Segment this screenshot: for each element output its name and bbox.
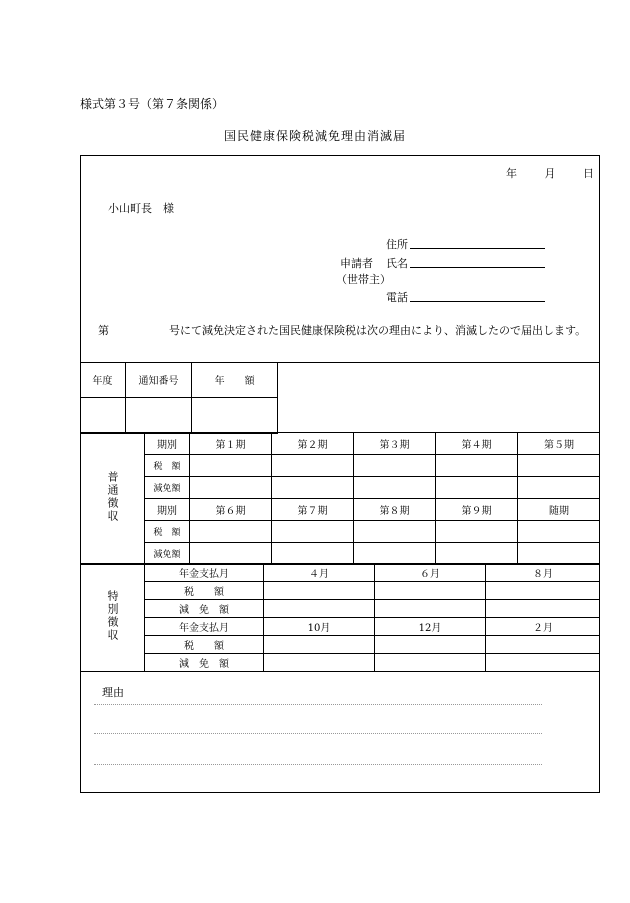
- notice-number-header: 通知番号: [125, 362, 192, 398]
- tax-cell[interactable]: [190, 521, 272, 543]
- form-title: 国民健康保険税減免理由消滅届: [223, 129, 406, 143]
- body-prefix: 第: [98, 324, 109, 337]
- period-label: 第７期: [272, 499, 354, 521]
- reduction-cell[interactable]: [486, 600, 601, 618]
- tax-amount-label: 税 額: [145, 455, 190, 477]
- ordinary-section-label: 普通徴収: [80, 433, 145, 565]
- tax-cell[interactable]: [354, 521, 436, 543]
- tax-cell[interactable]: [354, 455, 436, 477]
- tax-amount-label: 税 額: [145, 636, 264, 654]
- special-collection-table: [80, 563, 600, 672]
- addressee: 小山町長 様: [108, 202, 174, 215]
- annual-amount-cell[interactable]: [192, 398, 278, 434]
- reduction-cell[interactable]: [436, 477, 518, 499]
- payment-month: 12月: [375, 618, 486, 636]
- payment-month-header: 年金支払月: [145, 564, 264, 582]
- reduction-cell[interactable]: [264, 654, 375, 672]
- household-head-label: （世帯主）: [336, 273, 391, 286]
- name-field[interactable]: [410, 255, 545, 268]
- applicant-label: 申請者: [340, 257, 373, 270]
- payment-month: 10月: [264, 618, 375, 636]
- body-main-text: 号にて減免決定された国民健康保険税は次の理由により、消滅したので届出します。: [169, 324, 587, 337]
- period-label: 第５期: [518, 433, 601, 455]
- reduction-amount-label: 減免額: [145, 477, 190, 499]
- reason-line[interactable]: [94, 764, 542, 765]
- tax-cell[interactable]: [375, 636, 486, 654]
- reduction-cell[interactable]: [518, 477, 601, 499]
- form-number: 様式第３号（第７条関係）: [80, 97, 225, 111]
- reduction-amount-label: 減免額: [145, 543, 190, 565]
- phone-field[interactable]: [410, 289, 545, 302]
- reduction-cell[interactable]: [518, 543, 601, 565]
- tax-cell[interactable]: [486, 636, 601, 654]
- tax-cell[interactable]: [436, 455, 518, 477]
- date-year-label: 年: [506, 167, 517, 180]
- reduction-amount-label: 減 免 額: [145, 600, 264, 618]
- payment-month-header: 年金支払月: [145, 618, 264, 636]
- reduction-cell[interactable]: [272, 477, 354, 499]
- tax-cell[interactable]: [486, 582, 601, 600]
- info-table: [80, 362, 278, 434]
- tax-cell[interactable]: [436, 521, 518, 543]
- payment-month: ８月: [486, 564, 601, 582]
- tax-amount-label: 税 額: [145, 521, 190, 543]
- address-field[interactable]: [410, 236, 545, 249]
- reduction-cell[interactable]: [354, 543, 436, 565]
- period-label: 第３期: [354, 433, 436, 455]
- reason-line[interactable]: [94, 704, 542, 705]
- address-label: 住所: [386, 238, 408, 251]
- special-section-label: 特別徴収: [80, 564, 145, 672]
- period-header: 期別: [145, 433, 190, 455]
- period-label: 第２期: [272, 433, 354, 455]
- phone-label: 電話: [386, 291, 408, 304]
- tax-cell[interactable]: [272, 521, 354, 543]
- date-month-label: 月: [544, 167, 556, 180]
- period-label: 第８期: [354, 499, 436, 521]
- tax-cell[interactable]: [518, 521, 601, 543]
- period-header: 期別: [145, 499, 190, 521]
- period-label: 第１期: [190, 433, 272, 455]
- reason-label: 理由: [102, 686, 124, 699]
- reduction-cell[interactable]: [190, 543, 272, 565]
- payment-month: ４月: [264, 564, 375, 582]
- payment-month: ２月: [486, 618, 601, 636]
- tax-cell[interactable]: [264, 636, 375, 654]
- name-label: 氏名: [386, 257, 408, 270]
- reduction-amount-label: 減 免 額: [145, 654, 264, 672]
- reduction-cell[interactable]: [486, 654, 601, 672]
- tax-amount-label: 税 額: [145, 582, 264, 600]
- tax-cell[interactable]: [264, 582, 375, 600]
- period-label: 第４期: [436, 433, 518, 455]
- date-day-label: 日: [583, 167, 594, 180]
- year-cell[interactable]: [80, 398, 125, 434]
- notification-text: [88, 322, 594, 339]
- ordinary-collection-table: [80, 432, 600, 565]
- tax-cell[interactable]: [375, 582, 486, 600]
- reduction-cell[interactable]: [436, 543, 518, 565]
- reduction-cell[interactable]: [375, 654, 486, 672]
- date-row: [482, 165, 594, 181]
- period-label: 随期: [518, 499, 601, 521]
- reduction-cell[interactable]: [190, 477, 272, 499]
- period-label: 第９期: [436, 499, 518, 521]
- notice-number-cell[interactable]: [125, 398, 192, 434]
- payment-month: ６月: [375, 564, 486, 582]
- period-label: 第６期: [190, 499, 272, 521]
- year-header: 年度: [80, 362, 125, 398]
- reduction-cell[interactable]: [375, 600, 486, 618]
- reason-line[interactable]: [94, 733, 542, 734]
- reduction-cell[interactable]: [272, 543, 354, 565]
- reduction-cell[interactable]: [264, 600, 375, 618]
- tax-cell[interactable]: [272, 455, 354, 477]
- tax-cell[interactable]: [518, 455, 601, 477]
- tax-cell[interactable]: [190, 455, 272, 477]
- reduction-cell[interactable]: [354, 477, 436, 499]
- annual-amount-header: 年 額: [192, 362, 278, 398]
